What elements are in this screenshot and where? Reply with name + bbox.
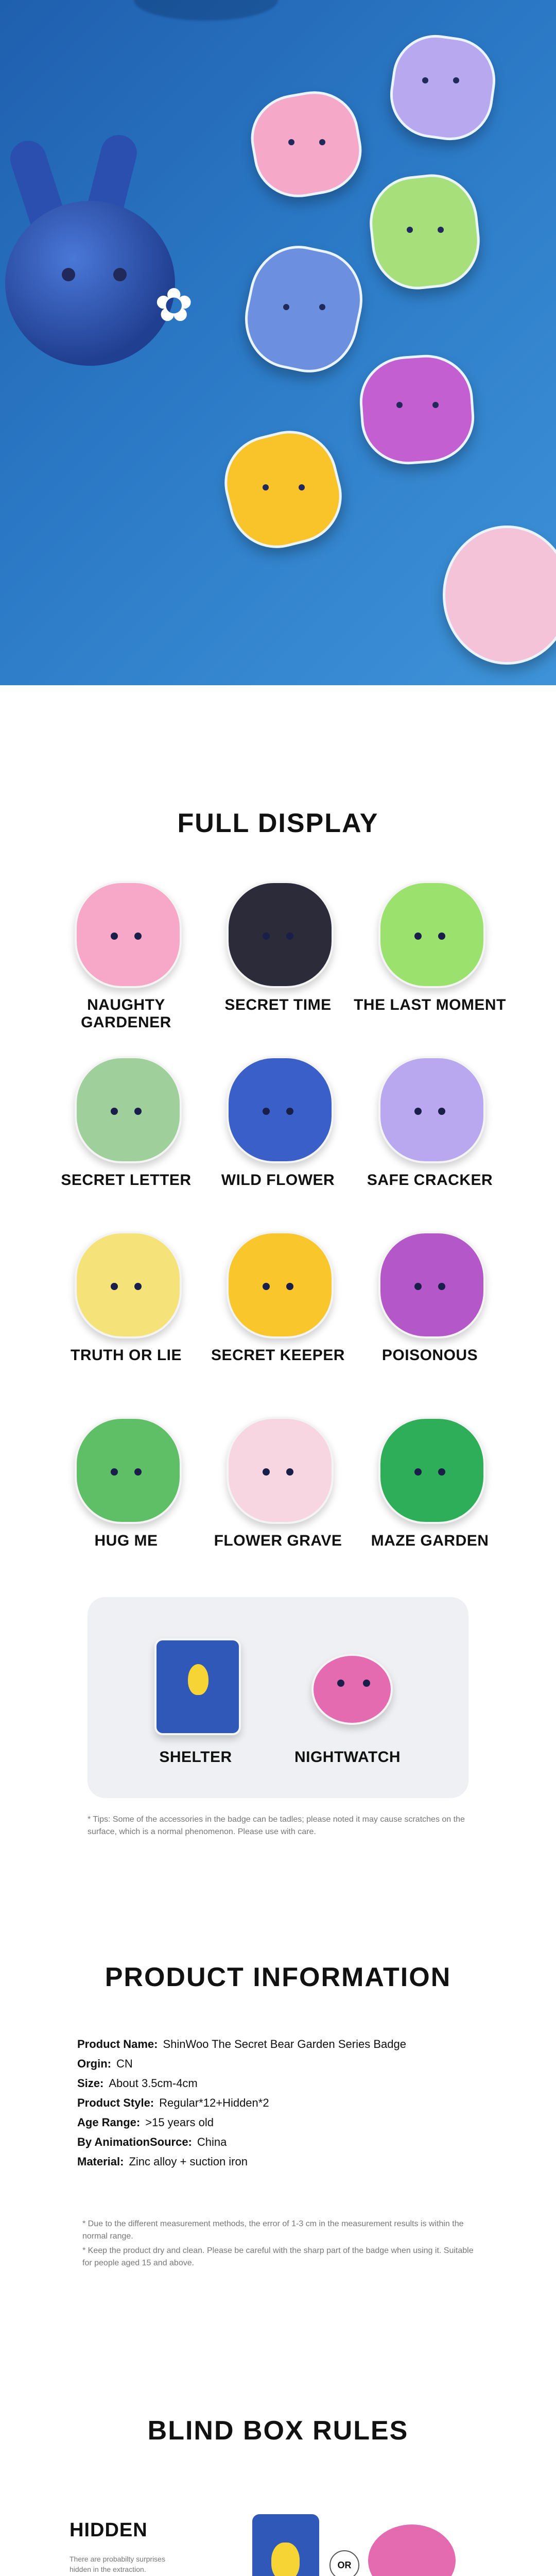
badge-art (373, 876, 486, 989)
nightwatch-art (291, 1628, 404, 1741)
display-item-label: SECRET KEEPER (211, 1347, 345, 1364)
badge-shape (75, 1056, 182, 1163)
badge-eye (414, 933, 422, 940)
display-item (353, 1226, 507, 1364)
badge-eye (111, 933, 118, 940)
display-item-label: FLOWER GRAVE (214, 1532, 342, 1549)
badge-eye (414, 1283, 422, 1290)
badge-art (221, 1051, 335, 1164)
badge-eye (414, 1468, 422, 1476)
display-item (201, 1051, 355, 1189)
product-info-row (77, 2038, 406, 2051)
pin-secret-keeper (215, 421, 352, 558)
badge-eye (111, 1108, 118, 1115)
badge-eye (286, 1468, 293, 1476)
badge-art (373, 1226, 486, 1340)
badge-art (70, 1051, 183, 1164)
display-item (353, 1051, 507, 1189)
badge-shape (75, 1417, 182, 1524)
rule-hidden-desc: There are probabilty surprises hidden in the extraction. (70, 2555, 165, 2573)
display-item (49, 876, 203, 1031)
pin-naughty-gardener (244, 84, 369, 204)
badge-eye (263, 1283, 270, 1290)
badge-eye (286, 1283, 293, 1290)
badge-art (373, 1412, 486, 1525)
badge-shape (227, 881, 334, 988)
badge-shape (227, 1056, 334, 1163)
display-item-label: MAZE GARDEN (371, 1532, 489, 1549)
product-info-label: Size: (77, 2077, 104, 2090)
display-item (49, 1412, 203, 1550)
full-display-title: FULL DISPLAY (177, 808, 379, 838)
display-item-label: SAFE CRACKER (367, 1172, 493, 1189)
display-item-label: WILD FLOWER (221, 1172, 335, 1189)
shelter-lemon-icon (271, 2543, 300, 2576)
product-info-value: Zinc alloy + suction iron (129, 2155, 248, 2168)
badge-art (373, 1051, 486, 1164)
badge-shape (378, 1231, 485, 1338)
display-item (49, 1051, 203, 1189)
badge-eye (286, 1108, 293, 1115)
badge-eye (134, 933, 142, 940)
badge-shape (227, 1231, 334, 1338)
pin-safe-cracker (385, 29, 501, 146)
badge-art (221, 1226, 335, 1340)
badge-eye (438, 1468, 445, 1476)
badge-shape (378, 1417, 485, 1524)
badge-shape (378, 881, 485, 988)
badge-eye (438, 1283, 445, 1290)
product-info-title: PRODUCT INFORMATION (105, 1962, 451, 1992)
hidden-item-nightwatch: NIGHTWATCH (270, 1628, 425, 1766)
product-info-value: Regular*12+Hidden*2 (159, 2096, 269, 2109)
badge-eye (263, 933, 270, 940)
product-info-row (77, 2057, 133, 2071)
display-item-label: THE LAST MOMENT (354, 996, 506, 1013)
bunny-figure (5, 201, 175, 366)
product-info-value: ShinWoo The Secret Bear Garden Series Badge (163, 2038, 406, 2050)
product-info-row (77, 2077, 198, 2090)
badge-eye (438, 933, 445, 940)
display-item-label: NAUGHTY GARDENER (81, 996, 171, 1031)
badge-art (70, 1412, 183, 1525)
badge-eye (111, 1468, 118, 1476)
or-badge: OR (329, 2550, 359, 2576)
badge-shape (75, 1231, 182, 1338)
product-info-value: CN (116, 2057, 133, 2070)
badge-art (221, 1412, 335, 1525)
hero-banner (0, 0, 556, 685)
badge-art (70, 876, 183, 989)
pin-figure-corner (443, 526, 556, 665)
badge-shape (227, 1417, 334, 1524)
blind-box-title: BLIND BOX RULES (147, 2416, 409, 2446)
product-info-value: China (197, 2136, 227, 2148)
product-info-row (77, 2136, 227, 2149)
badge-eye (134, 1283, 142, 1290)
product-info-label: Material: (77, 2155, 124, 2168)
badge-eye (438, 1108, 445, 1115)
display-item-label: SECRET LETTER (61, 1172, 192, 1189)
display-tips: * Tips: Some of the accessories in the badge can be tadles; please noted it may cause scratches on the surface, which is a normal phenomenon. Please use with care. (88, 1815, 465, 1836)
product-info-label: Product Style: (77, 2096, 154, 2109)
badge-shape (378, 1056, 485, 1163)
badge-eye (134, 1108, 142, 1115)
hidden-item-shelter: SHELTER (118, 1628, 273, 1766)
hidden-nightwatch-pin (368, 2524, 456, 2576)
display-item-label: POISONOUS (381, 1347, 478, 1364)
product-note-2: * Keep the product dry and clean. Please be careful with the sharp part of the badge when using it. Suitable for people aged 15 and above. (82, 2246, 474, 2267)
badge-eye (286, 933, 293, 940)
product-info-value: >15 years old (145, 2116, 214, 2129)
pin-wild-flower (235, 237, 372, 381)
display-item-label: SECRET TIME (224, 996, 332, 1013)
pin-last-moment (365, 170, 484, 294)
product-info-row (77, 2116, 214, 2129)
display-item (353, 876, 507, 1014)
display-item (201, 1412, 355, 1550)
badge-eye (414, 1108, 422, 1115)
product-info-label: Product Name: (77, 2038, 158, 2050)
badge-eye (263, 1108, 270, 1115)
product-note-1: * Due to the different measurement methods, the error of 1-3 cm in the measurement results is within the normal range. (82, 2219, 464, 2241)
badge-eye (134, 1468, 142, 1476)
rule-hidden-title: HIDDEN (70, 2519, 148, 2541)
shelter-art (139, 1628, 252, 1741)
product-info-row (77, 2096, 269, 2110)
badge-eye (111, 1283, 118, 1290)
display-item (353, 1412, 507, 1550)
badge-art (221, 876, 335, 989)
display-item (49, 1226, 203, 1364)
display-item-label: HUG ME (94, 1532, 158, 1549)
badge-eye (263, 1468, 270, 1476)
product-info-label: Age Range: (77, 2116, 141, 2129)
daisy-icon: ✿ (154, 280, 194, 331)
badge-shape (75, 881, 182, 988)
display-item-label: TRUTH OR LIE (71, 1347, 182, 1364)
pin-poisonous (357, 352, 477, 468)
display-item (201, 876, 355, 1014)
product-info-label: Orgin: (77, 2057, 111, 2070)
product-info-value: About 3.5cm-4cm (109, 2077, 198, 2090)
display-item (201, 1226, 355, 1364)
badge-art (70, 1226, 183, 1340)
product-info-label: By AnimationSource: (77, 2136, 192, 2148)
product-info-row (77, 2155, 248, 2168)
